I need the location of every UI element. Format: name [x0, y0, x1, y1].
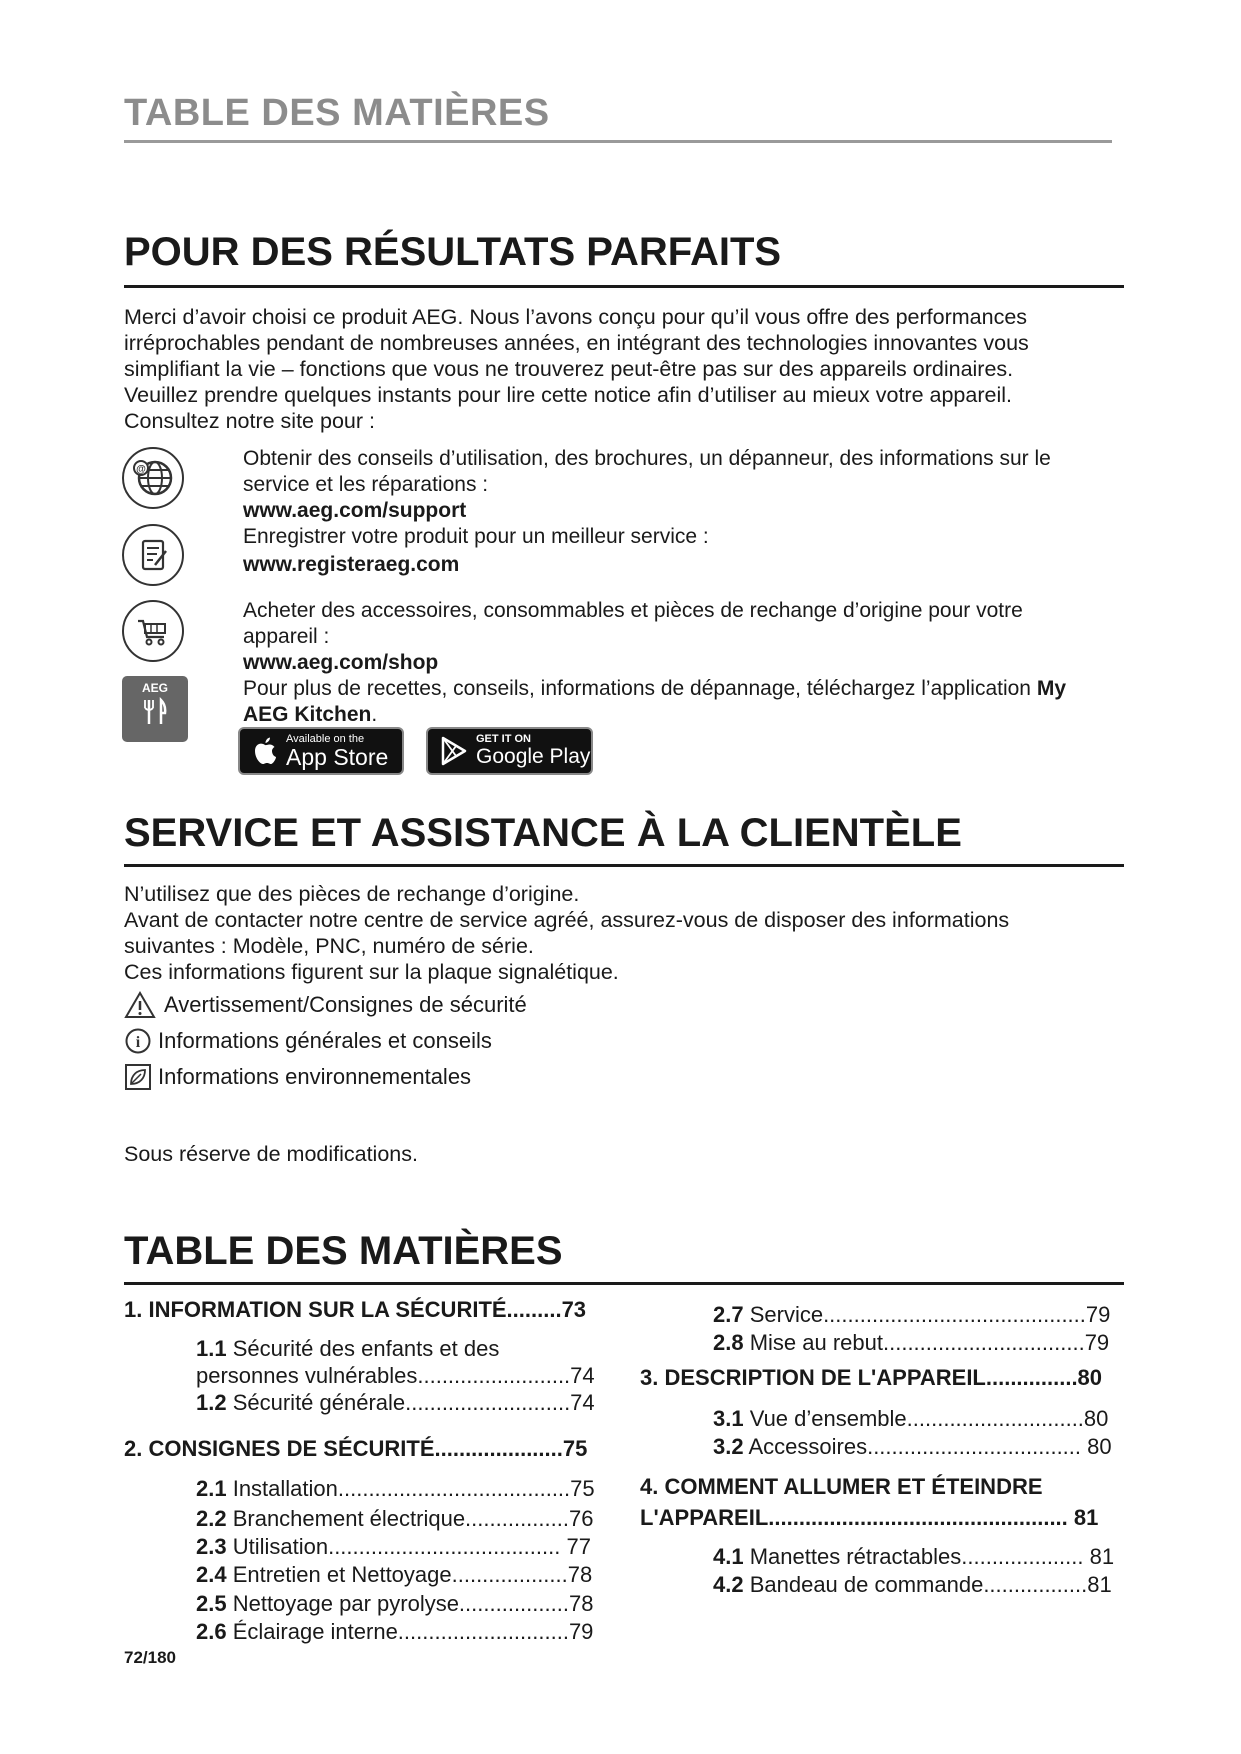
toc-item-label: Entretien et Nettoyage...................78: [226, 1562, 593, 1587]
toc-item-label: Sécurité générale...........................74: [226, 1390, 595, 1415]
app-text: [243, 702, 1066, 728]
app-text-pre: Pour plus de recettes, conseils, informations de dépannage, téléchargez l’application: [243, 677, 1037, 700]
toc-item-label: Nettoyage par pyrolyse..................78: [226, 1591, 594, 1616]
toc-item-label: Utilisation...................................... 77: [226, 1534, 591, 1559]
toc-item-number: 2.4: [196, 1562, 227, 1587]
results-title: POUR DES RÉSULTATS PARFAITS: [124, 230, 782, 274]
shop-text: Acheter des accessoires, consommables et pièces de rechange d’origine pour votre: [243, 599, 1023, 622]
toc-item-number: 1.2: [196, 1390, 227, 1415]
toc-item[interactable]: [713, 1302, 1110, 1328]
results-intro-line: Merci d’avoir choisi ce produit AEG. Nous l’avons conçu pour qu’il vous offre des performances: [124, 305, 1028, 329]
service-title: SERVICE ET ASSISTANCE À LA CLIENTÈLE: [124, 811, 962, 855]
toc-section-continued[interactable]: L'APPAREIL................................................. 81: [640, 1505, 1099, 1530]
legend-label: Informations environnementales: [158, 1064, 472, 1089]
support-text: Obtenir des conseils d’utilisation, des brochures, un dépanneur, des informations sur le: [243, 447, 1051, 470]
toc-item[interactable]: [196, 1390, 595, 1416]
results-divider: [124, 285, 1124, 288]
toc-item[interactable]: [196, 1476, 595, 1502]
toc-item-label: Manettes rétractables.................... 81: [743, 1544, 1115, 1569]
app-text: [243, 676, 1066, 702]
svg-text:@: @: [136, 464, 146, 475]
toc-item[interactable]: [713, 1544, 1114, 1570]
page-number: 72/180: [124, 1648, 176, 1667]
toc-item-number: 2.8: [713, 1330, 744, 1355]
toc-item-label: Mise au rebut.................................79: [743, 1330, 1110, 1355]
leaf-icon: [124, 1063, 152, 1091]
support-block: [243, 446, 1051, 578]
register-form-icon: [122, 524, 184, 586]
toc-item-number: 2.1: [196, 1476, 227, 1501]
legend-label: Avertissement/Consignes de sécurité: [164, 992, 527, 1017]
shop-text: appareil :: [243, 625, 330, 648]
toc-item-label: Éclairage interne............................79: [226, 1619, 594, 1644]
results-intro: [124, 304, 1029, 434]
app-store-label: App Store: [286, 744, 389, 770]
toc-item-label: Accessoires................................... 80: [743, 1434, 1112, 1459]
toc-item[interactable]: [196, 1562, 592, 1588]
toc-item[interactable]: [713, 1406, 1108, 1432]
google-play-button[interactable]: [426, 727, 593, 775]
service-intro-line: Ces informations figurent sur la plaque signalétique.: [124, 960, 619, 984]
google-play-small: GET IT ON: [476, 733, 531, 745]
support-link[interactable]: www.aeg.com/support: [243, 499, 467, 522]
toc-item-label: Branchement électrique.................76: [226, 1506, 594, 1531]
app-name-part: My: [1036, 677, 1067, 700]
app-store-button[interactable]: [238, 727, 404, 775]
header-title: TABLE DES MATIÈRES: [124, 92, 550, 134]
service-intro-line: suivantes : Modèle, PNC, numéro de série.: [124, 934, 534, 958]
toc-item[interactable]: [196, 1506, 593, 1532]
app-name-part: AEG Kitchen: [243, 703, 372, 726]
toc-item[interactable]: [196, 1534, 591, 1560]
toc-item-number: 4.1: [713, 1544, 744, 1569]
app-store-small: Available on the: [286, 733, 365, 745]
toc-title: TABLE DES MATIÈRES: [124, 1229, 563, 1273]
service-intro-line: N’utilisez que des pièces de rechange d’origine.: [124, 882, 580, 906]
support-text: service et les réparations :: [243, 473, 489, 496]
apple-icon: [252, 736, 278, 766]
info-icon: [124, 1027, 152, 1055]
aeg-app-badge: [122, 676, 188, 742]
toc-item-label: Sécurité des enfants et des: [226, 1336, 500, 1361]
toc-section[interactable]: 3. DESCRIPTION DE L'APPAREIL...............80: [640, 1365, 1103, 1390]
fork-knife-icon: [140, 697, 170, 727]
toc-section[interactable]: 1. INFORMATION SUR LA SÉCURITÉ.........73: [124, 1297, 587, 1322]
warning-icon: [124, 991, 156, 1019]
app-text-post: .: [371, 703, 378, 726]
toc-section[interactable]: 4. COMMENT ALLUMER ET ÉTEINDRE: [640, 1474, 1043, 1499]
service-divider: [124, 864, 1124, 867]
play-icon: [440, 736, 468, 766]
reserve-note: Sous réserve de modifications.: [124, 1142, 418, 1166]
toc-item-continued[interactable]: personnes vulnérables.........................74: [196, 1363, 595, 1388]
toc-item-label: Installation......................................75: [226, 1476, 595, 1501]
toc-item-number: 3.2: [713, 1434, 744, 1459]
legend-label: Informations générales et conseils: [158, 1028, 492, 1053]
toc-item[interactable]: [196, 1619, 593, 1645]
legend-warning: [124, 991, 527, 1019]
legend-info: [124, 1027, 492, 1055]
toc-item[interactable]: [713, 1434, 1112, 1460]
toc-item[interactable]: [196, 1336, 499, 1362]
toc-item-label: Vue d’ensemble.............................80: [743, 1406, 1109, 1431]
legend-environment: [124, 1063, 471, 1091]
google-play-label: Google Play: [476, 745, 591, 768]
results-intro-line: irréprochables pendant de nombreuses années, en intégrant des technologies innovantes vous: [124, 331, 1029, 355]
register-text: Enregistrer votre produit pour un meilleur service :: [243, 525, 709, 548]
toc-item-label: Service...........................................79: [743, 1302, 1111, 1327]
toc-divider: [124, 1282, 1124, 1285]
toc-item-number: 3.1: [713, 1406, 744, 1431]
register-link[interactable]: www.registeraeg.com: [243, 553, 460, 576]
toc-item-number: 2.7: [713, 1302, 744, 1327]
toc-item-number: 2.5: [196, 1591, 227, 1616]
shop-link[interactable]: www.aeg.com/shop: [243, 651, 439, 674]
globe-icon: [122, 447, 184, 509]
svg-text:i: i: [135, 1034, 141, 1051]
results-intro-line: Consultez notre site pour :: [124, 409, 375, 433]
toc-item-number: 2.6: [196, 1619, 227, 1644]
toc-item-number: 4.2: [713, 1572, 744, 1597]
shopping-cart-icon: [122, 600, 184, 662]
toc-item[interactable]: [196, 1591, 593, 1617]
aeg-badge-text: AEG: [141, 681, 168, 695]
toc-section[interactable]: 2. CONSIGNES DE SÉCURITÉ.....................75: [124, 1436, 588, 1461]
results-intro-line: simplifiant la vie – fonctions que vous ne trouverez peut-être pas sur des appareils ordinaires.: [124, 357, 1014, 381]
toc-item-number: 1.1: [196, 1336, 227, 1361]
results-intro-line: Veuillez prendre quelques instants pour lire cette notice afin d’utiliser au mieux votre appareil.: [124, 383, 1012, 407]
toc-item[interactable]: [713, 1572, 1112, 1598]
toc-item-number: 2.3: [196, 1534, 227, 1559]
service-intro-line: Avant de contacter notre centre de service agréé, assurez-vous de disposer des informations: [124, 908, 1010, 932]
service-intro: [124, 881, 1009, 985]
toc-item[interactable]: [713, 1330, 1109, 1356]
toc-item-label: Bandeau de commande.................81: [743, 1572, 1112, 1597]
toc-item-number: 2.2: [196, 1506, 227, 1531]
shop-block: [243, 598, 1066, 728]
header-divider: [124, 140, 1112, 143]
